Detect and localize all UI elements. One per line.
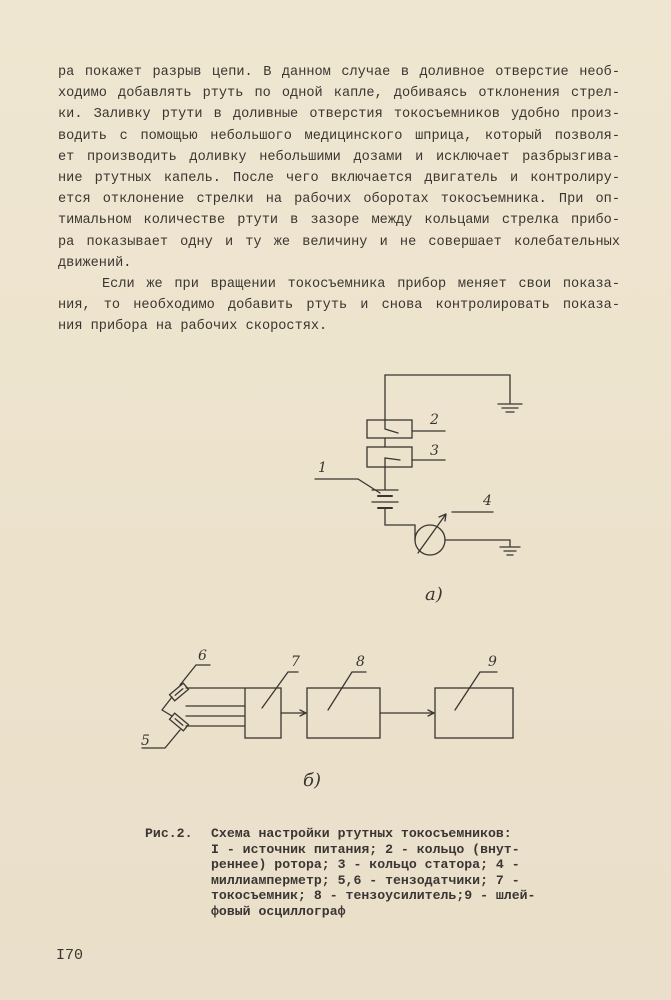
caption-label: Рис.2. [145,826,193,841]
callout-line-7 [262,672,298,708]
callout-line-8 [328,672,366,710]
text-line: движений. [58,255,132,271]
callout-label-3: 3 [430,443,439,459]
text-line: ходимо добавлять ртуть по одной капле, добиваясь отклонения стрел- [58,86,620,102]
page-number: I70 [56,947,84,964]
callout-line-6 [180,665,210,685]
callout-label-9: 9 [488,654,497,670]
caption-line: реннее) ротора; 3 - кольцо статора; 4 - [211,857,520,872]
callout-label-6: 6 [198,648,207,664]
caption-line: миллиамперметр; 5,6 - тензодатчики; 7 - [211,872,520,888]
amplifier-block [307,688,380,738]
oscillograph-block [435,688,513,738]
text-line: ет производить доливку небольшими дозами и исключает разбрызгива- [58,149,620,165]
text-line: водить с помощью небольшого медицинского шприца, который позволя- [58,128,620,144]
text-line: ра покажет разрыв цепи. В данном случае в доливное отверстие необ- [58,65,620,80]
text-line: ния, то необходимо добавить ртуть и снова контролировать показа- [58,298,620,314]
caption-line: I - источник питания; 2 - кольцо (внут- [211,841,520,857]
figure-caption [145,826,595,919]
diagram-b-label: б) [303,770,322,791]
text-line: ется отклонение стрелки на рабочих оборотах токосъемника. При оп- [58,192,620,208]
callout-label-7: 7 [291,654,300,670]
callout-label-2: 2 [430,412,439,428]
caption-line: фовый осциллограф [211,903,346,919]
callout-label-5: 5 [141,733,150,749]
current-collector-block [245,688,281,738]
text-line: ние ртутных капель. После чего включается двигатель и контролиру- [58,170,620,186]
text-line: тимальном количестве ртути в зазоре между кольцами стрелка прибо- [58,213,620,229]
diagram-a-label: а) [425,584,443,605]
caption-line: Схема настройки ртутных токосъемников: [211,826,512,841]
text-line: ра показывает одну и ту же величину и не совершает колебательных [58,234,620,250]
text-line: ния прибора на рабочих скоростях. [58,319,328,335]
callout-label-1: 1 [318,460,327,476]
text-line: Если же при вращении токосъемника прибор меняет свои показа- [102,276,620,292]
callout-line-9 [455,672,497,710]
callout-label-8: 8 [356,654,365,670]
caption-line: токосъемник; 8 - тензоусилитель;9 - шлей- [211,888,536,903]
strain-sensor-6 [170,683,189,701]
text-line: ки. Заливку ртути в доливные отверстия токосъемников удобно произ- [58,107,620,123]
callout-label-4: 4 [483,493,492,509]
